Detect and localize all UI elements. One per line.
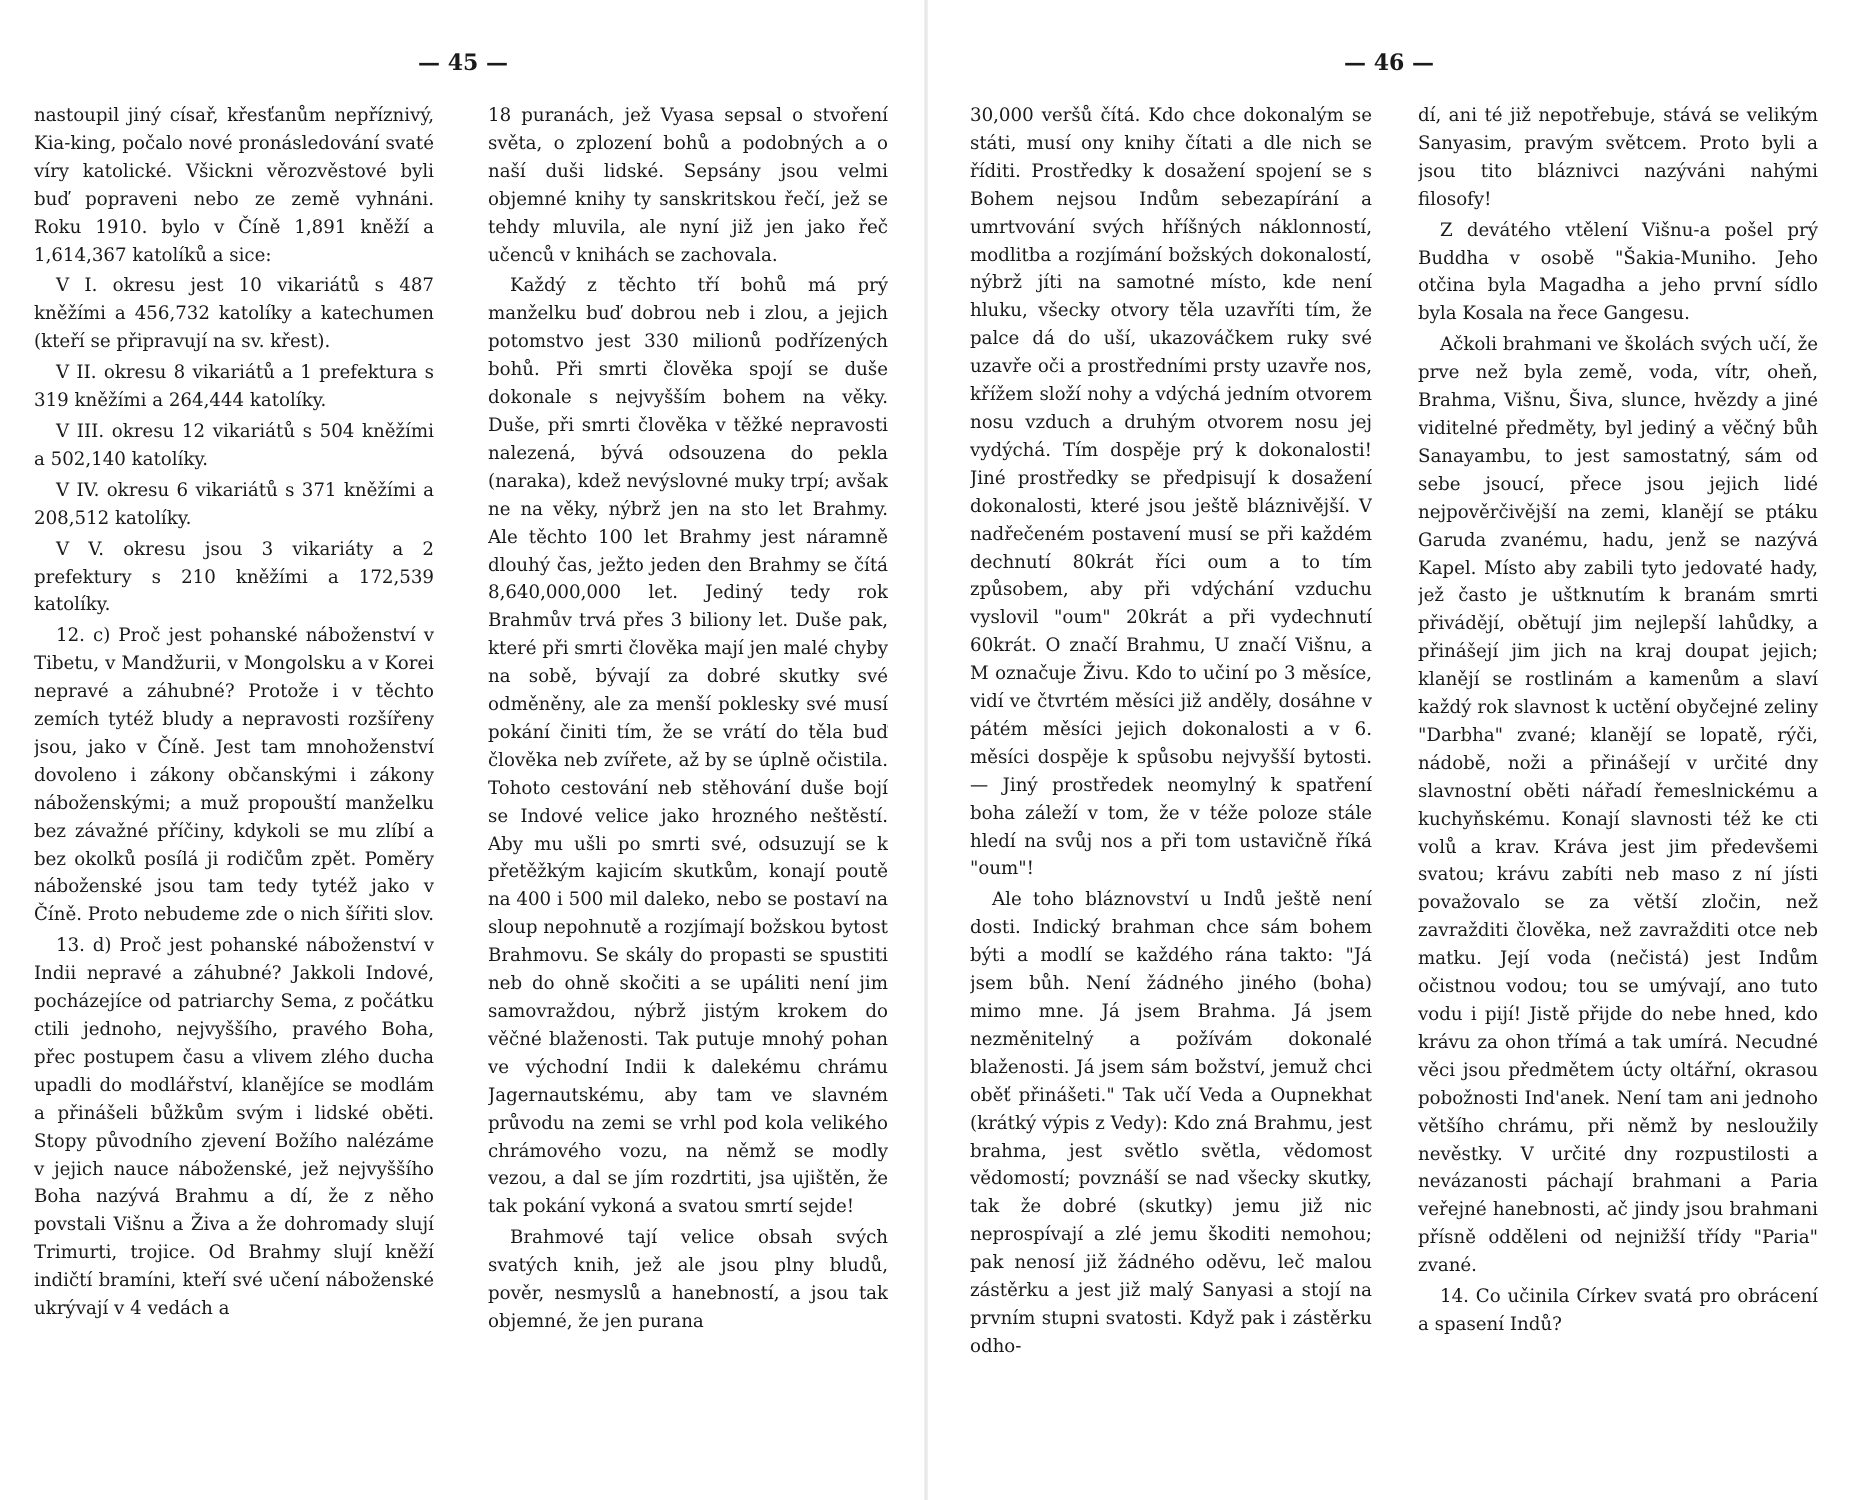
text-column [34,102,434,1492]
text-column [1418,102,1818,1492]
right-page [926,0,1852,1500]
paragraph: dí, ani té již nepotřebuje, stává se velikým Sanyasim, pravým světcem. Proto byli a jsou tito bláznivci nazýváni nahými filosofy! [1418,105,1818,210]
paragraph: V V. okresu jsou 3 vikariáty a 2 prefektury s 210 kněžími a 172,539 katolíky. [34,538,434,616]
paragraph: Ačkoli brahmani ve školách svých učí, že prve než byla země, voda, vítr, oheň, Brahma, Višnu, Šiva, slunce, hvězdy a jiné viditelné předměty, byl jediný a věčný bůh Sanayambu, to jest samostatný, sám od sebe jsoucí, přece jsou jejich lidé nejpověrčivější na zemi, klanějí se ptáku Garuda zvanému, hadu, jenž se nazývá Kapel. Místo aby zabili tyto jedovaté hady, jež často je uštknutím k branám smrti přivádějí, obětují jim nejlepší lahůdky, a přinášejí jim jich na kraj doupat jejich; klanějí se rostlinám a kamenům a slaví každý rok slavnost k uctění obyčejné zeliny "Darbha" zvané; klanějí se lopatě, rýči, nádobě, noži a přinášejí v určité dny slavnostní oběti nářadí řemeslnickému a kuchyňskému. Konají slavnosti též ke cti volů a krav. Kráva jest jim předevšemi svatou; krávu zabíti neb maso z ní jísti považovalo se za větší zločin, než zavražditi člověka, než zavražditi otce neb matku. Její voda (nečistá) jest Indům očistnou vodou; tou se umývají, ano tuto vodu i pijí! Jistě přijde do nebe hned, kdo krávu za ohon třímá a tak umírá. Necudné věci jsou předmětem úcty oltářní, okrasou pobožnosti Ind'anek. Není tam ani jednoho většího chrámu, při němž by nesloužily nevěstky. V určité dny rozpustilosti a nevázanosti páchají brahmani a Paria veřejné hanebnosti, ač jindy jsou brahmani přísně odděleni od nejnižší třídy "Paria" zvané. [1418,334,1818,1277]
page-number: — 46 — [1344,50,1434,76]
paragraph: V IV. okresu 6 vikariátů s 371 kněžími a 208,512 katolíky. [34,479,434,529]
paragraph: Z devátého vtělení Višnu-a pošel prý Buddha v osobě "Šakia-Muniho. Jeho otčina byla Magadha a jeho první sídlo byla Kosala na řece Gangesu. [1418,219,1818,325]
paragraph: 12. c) Proč jest pohanské náboženství v Tibetu, v Mandžurii, v Mongolsku a v Korei nepravé a záhubné? Protože i v těchto zemích tytéž bludy a nepravosti rozšířeny jsou, jako v Číně. Jest tam mnohoženství dovoleno i zákony občanskými i zákony náboženskými; a muž propouští manželku bez závažné příčiny, kdykoli se mu zlíbí a bez okolků posílá ji rodičům zpět. Poměry náboženské jsou tam tedy tytéž jako v Číně. Proto nebudeme zde o nich šířiti slov. [34,625,434,926]
paragraph: Ale toho bláznovství u Indů ještě není dosti. Indický brahman chce sám bohem býti a modlí se každého rána takto: "Já jsem bůh. Není žádného jiného (boha) mimo mne. Já jsem Brahma. Já jsem nezměnitelný a požívám dokonalé blaženosti. Já jsem sám božství, jemuž chci oběť přinášeti." Tak učí Veda a Oupnekhat (krátký výpis z Vedy): Kdo zná Brahmu, jest brahma, jest světlo světla, vědomost vědomostí; povznáší se nad všecky skutky, tak že dobré (skutky) jemu již nic neprospívají a zlé jemu škoditi nemohou; pak nenosí již žádného oděvu, leč malou zástěrku a jest již malý Sanyasi a stojí na prvním stupni svatosti. Když pak i zástěrku odho- [970,889,1372,1357]
paragraph: 14. Co učinila Církev svatá pro obrácení a spasení Indů? [1418,1286,1818,1335]
paragraph: 30,000 veršů čítá. Kdo chce dokonalým se státi, musí ony knihy čítati a dle nich se říditi. Prostředky k dosažení spojení se s Bohem nejsou Indům sebezapírání a umrtvování svých hříšných náklonností, modlitba a rozjímání božských dokonalostí, nýbrž jíti na samotné místo, kde není hluku, všecky otvory těla uzavříti tím, že palce dá do uší, ukazováčkem ruky své uzavře oči a prostředními prsty uzavře nos, křížem složí nohy a vdýchá jedním otvorem nosu vzduch a druhým otvorem nosu jej vydýchá. Tím dospěje prý k dokonalosti! Jiné prostředky se předpisují k dosažení dokonalosti, které jsou ještě bláznivější. V nadřečeném postavení musí se při každém dechnutí 80krát říci oum a to tím způsobem, aby při vdýchání vzduchu vyslovil "oum" 20krát a při vydechnutí 60krát. O značí Brahmu, U značí Višnu, a M označuje Živu. Kdo to učiní po 3 měsíce, vidí ve čtvrtém měsíci již anděly, dosáhne v pátém měsíci jejich dokonalosti a v 6. měsíci dospěje k spůsobu nejvyšší bytosti. — Jiný prostředek neomylný k spatření boha záleží v tom, že v téže poloze stále hledí na svůj nos a při tom ustavičně říká "oum"! [970,105,1372,880]
paragraph: V I. okresu jest 10 vikariátů s 487 kněžími a 456,732 katolíky a katechumen (kteří se připravují na sv. křest). [34,275,434,353]
paragraph: Každý z těchto tří bohů má prý manželku buď dobrou neb i zlou, a jejich potomstvo jest 330 milionů podřízených bohů. Při smrti člověka spojí se duše dokonale s nejvyšším bohem na věky. Duše, při smrti člověka v těžké nepravosti nalezená, bývá odsouzena do pekla (naraka), kdež nevýslovné muky trpí; avšak ne na věky, nýbrž jen na sto let Brahmy. Ale těchto 100 let Brahmy jest náramně dlouhý čas, ježto jeden den Brahmy se čítá 8,640,000,000 let. Jediný tedy rok Brahmův trvá přes 3 biliony let. Duše pak, které při smrti člověka mají jen malé chyby na sobě, bývají za dobré skutky své odměněny, ale za menší poklesky své musí pokání činiti tím, že se vrátí do těla buď člověka neb zvířete, až by se úplně očistila. Tohoto cestování neb stěhování duše bojí se Indové velice jako hrozného neštěstí. Aby mu ušli po smrti své, odsuzují se k přetěžkým kajicím skutkům, konají poutě na 400 i 500 mil daleko, nebo se postaví na sloup nepohnutě a rozjímají božskou bytost Brahmovu. Se skály do propasti se spustiti neb do ohně skočiti a se upáliti není jim samovraždou, nýbrž jistým krokem do věčné blaženosti. Tak putuje mnohý pohan ve východní Indii k dalekému chrámu Jagernautskému, aby tam ve slavném průvodu na zemi se vrhl pod kola velikého chrámového vozu, na němž se modly vezou, a dal se jím rozdrtiti, jsa ujištěn, že tak pokání vykoná a svatou smrtí sejde! [488,275,888,1218]
paragraph: 18 puranách, jež Vyasa sepsal o stvoření světa, o zplození bohů a podobných a o naší duši lidské. Sepsány jsou velmi objemné knihy ty sanskritskou řečí, jež se tehdy mluvila, ale nyní již jen jako řeč učenců v knihách se zachovala. [488,105,888,266]
page-number: — 45 — [418,50,508,76]
paragraph: V III. okresu 12 vikariátů s 504 kněžími a 502,140 katolíky. [34,420,434,470]
paragraph: nastoupil jiný císař, křesťanům nepříznivý, Kia-king, počalo nové pronásledování svaté víry katolické. Všickni věrozvěstové byli buď popraveni nebo ze země vyhnáni. Roku 1910. bylo v Číně 1,891 kněží a 1,614,367 katolíků a sice: [34,105,434,266]
paragraph: V II. okresu 8 vikariátů a 1 prefektura s 319 kněžími a 264,444 katolíky. [34,362,434,412]
text-column [970,102,1372,1492]
paragraph: 13. d) Proč jest pohanské náboženství v Indii nepravé a záhubné? Jakkoli Indové, pocházejíce od patriarchy Sema, z počátku ctili jednoho, nejvyššího, pravého Boha, přec postupem času a vlivem zlého ducha upadli do modlářství, klanějíce se modlám a přinášeli bůžkům svým i lidské oběti. Stopy původního zjevení Božího nalézáme v jejich nauce náboženské, jež nejvyššího Boha nazývá Brahmu a dí, že z něho povstali Višnu a Živa a že dohromady slují Trimurti, trojice. Od Brahmy slují kněží indičtí bramíni, kteří své učení náboženské ukrývají v 4 vedách a [34,935,434,1320]
text-column [488,102,888,1492]
paragraph: Brahmové tají velice obsah svých svatých knih, jež ale jsou plny bludů, pověr, nesmyslů a hanebností, a jsou tak objemné, že jen purana [488,1227,888,1332]
